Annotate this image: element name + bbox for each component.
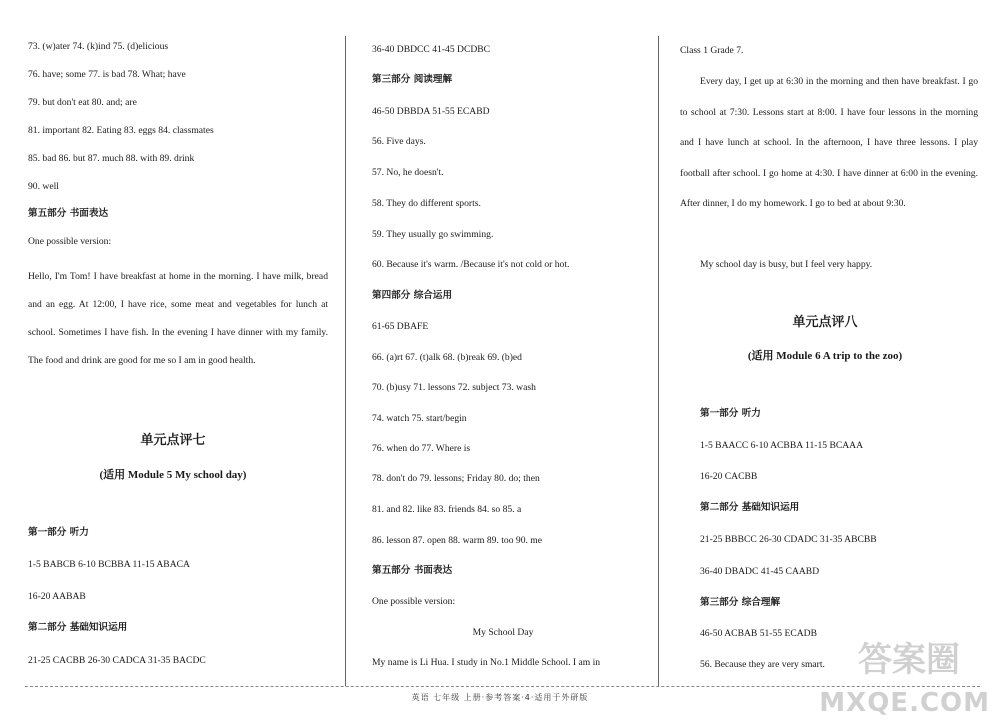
answer-line: 36-40 DBDCC 41-45 DCDBC	[372, 44, 491, 55]
answer-line: 58. They do different sports.	[372, 198, 481, 209]
unit-subtitle: (适用 Module 5 My school day)	[99, 469, 247, 481]
answer-line: 85. bad 86. but 87. much 88. with 89. drink	[28, 153, 195, 164]
answer-column-2	[362, 0, 644, 690]
answer-line: Class 1 Grade 7.	[680, 45, 744, 56]
section-heading: 第四部分 综合运用	[372, 290, 453, 301]
answer-line: 70. (b)usy 71. lessons 72. subject 73. wash	[372, 382, 536, 393]
answer-line: My name is Li Hua. I study in No.1 Middle School. I am in	[372, 657, 601, 668]
answer-line: 79. but don't eat 80. and; are	[28, 97, 137, 108]
section-heading: 第三部分 阅读理解	[372, 74, 453, 85]
answer-line: 56. Five days.	[372, 136, 426, 147]
answer-column-3	[672, 0, 978, 690]
section-heading: 第一部分 听力	[28, 527, 89, 538]
answer-column-1	[18, 0, 328, 690]
answer-line: One possible version:	[28, 236, 112, 247]
answer-line: 76. have; some 77. is bad 78. What; have	[28, 69, 186, 80]
unit-title: 单元点评八	[792, 315, 858, 330]
section-heading: 第一部分 听力	[700, 408, 761, 419]
watermark-url: MXQE.COM	[819, 688, 990, 718]
answer-line: My school day is busy, but I feel very happy.	[700, 259, 873, 270]
essay-paragraph: Every day, I get up at 6:30 in the morning and then have breakfast. I go to school at 7:30. Lessons start at 8:00. I have four lessons in the morning and I have lunch at school. In the afternoon, I have three lessons. I play football after school. I go home at 4:30. I have dinner at 6:00 in the evening. After dinner, I do my homework. I go to bed at about 9:30.	[680, 76, 978, 209]
answer-line: 16-20 CACBB	[700, 471, 758, 482]
section-heading: 第二部分 基础知识运用	[28, 622, 128, 633]
column-divider	[345, 36, 346, 686]
watermark-logo: 答案圈	[858, 640, 960, 680]
answer-line: 36-40 DBADC 41-45 CAABD	[700, 566, 820, 577]
answer-line: 21-25 CACBB 26-30 CADCA 31-35 BACDC	[28, 655, 206, 666]
answer-line: 90. well	[28, 181, 59, 192]
answer-line: 61-65 DBAFE	[372, 321, 429, 332]
answer-line: 81. important 82. Eating 83. eggs 84. classmates	[28, 125, 214, 136]
answer-line: 1-5 BABCB 6-10 BCBBA 11-15 ABACA	[28, 559, 190, 570]
unit-title: 单元点评七	[140, 433, 206, 448]
answer-line: 57. No, he doesn't.	[372, 167, 444, 178]
page-footer: 英语 七年级 上册·参考答案·4·适用于外研版	[411, 693, 589, 702]
answer-line: 46-50 DBBDA 51-55 ECABD	[372, 106, 490, 117]
answer-line: 1-5 BAACC 6-10 ACBBA 11-15 BCAAA	[700, 440, 864, 451]
unit-subtitle: (适用 Module 6 A trip to the zoo)	[747, 350, 903, 362]
answer-line: 78. don't do 79. lessons; Friday 80. do; then	[372, 473, 540, 484]
answer-line: 73. (w)ater 74. (k)ind 75. (d)elicious	[28, 41, 169, 52]
answer-line: 76. when do 77. Where is	[372, 443, 471, 454]
answer-line: One possible version:	[372, 596, 456, 607]
column-divider	[658, 36, 659, 686]
answer-line: 74. watch 75. start/begin	[372, 413, 467, 424]
essay-paragraph: Hello, I'm Tom! I have breakfast at home in the morning. I have milk, bread and an egg. At 12:00, I have rice, some meat and vegetables for lunch at school. Sometimes I have fish. In the evening I have dinner with my family. The food and drink are good for me so I am in good health.	[28, 271, 328, 366]
answer-line: 86. lesson 87. open 88. warm 89. too 90. me	[372, 535, 543, 546]
section-heading: 第三部分 综合理解	[700, 597, 781, 608]
essay-title: My School Day	[472, 627, 534, 638]
section-heading: 第二部分 基础知识运用	[700, 502, 800, 513]
answer-line: 59. They usually go swimming.	[372, 229, 494, 240]
answer-line: 46-50 ACBAB 51-55 ECADB	[700, 628, 817, 639]
section-heading: 第五部分 书面表达	[28, 208, 109, 219]
answer-line: 56. Because they are very smart.	[700, 659, 825, 670]
answer-line: 66. (a)rt 67. (t)alk 68. (b)reak 69. (b)ed	[372, 352, 522, 363]
section-heading: 第五部分 书面表达	[372, 565, 453, 576]
answer-line: 60. Because it's warm. /Because it's not cold or hot.	[372, 259, 570, 270]
answer-line: 81. and 82. like 83. friends 84. so 85. a	[372, 504, 522, 515]
answer-line: 21-25 BBBCC 26-30 CDADC 31-35 ABCBB	[700, 534, 877, 545]
answer-line: 16-20 AABAB	[28, 591, 86, 602]
